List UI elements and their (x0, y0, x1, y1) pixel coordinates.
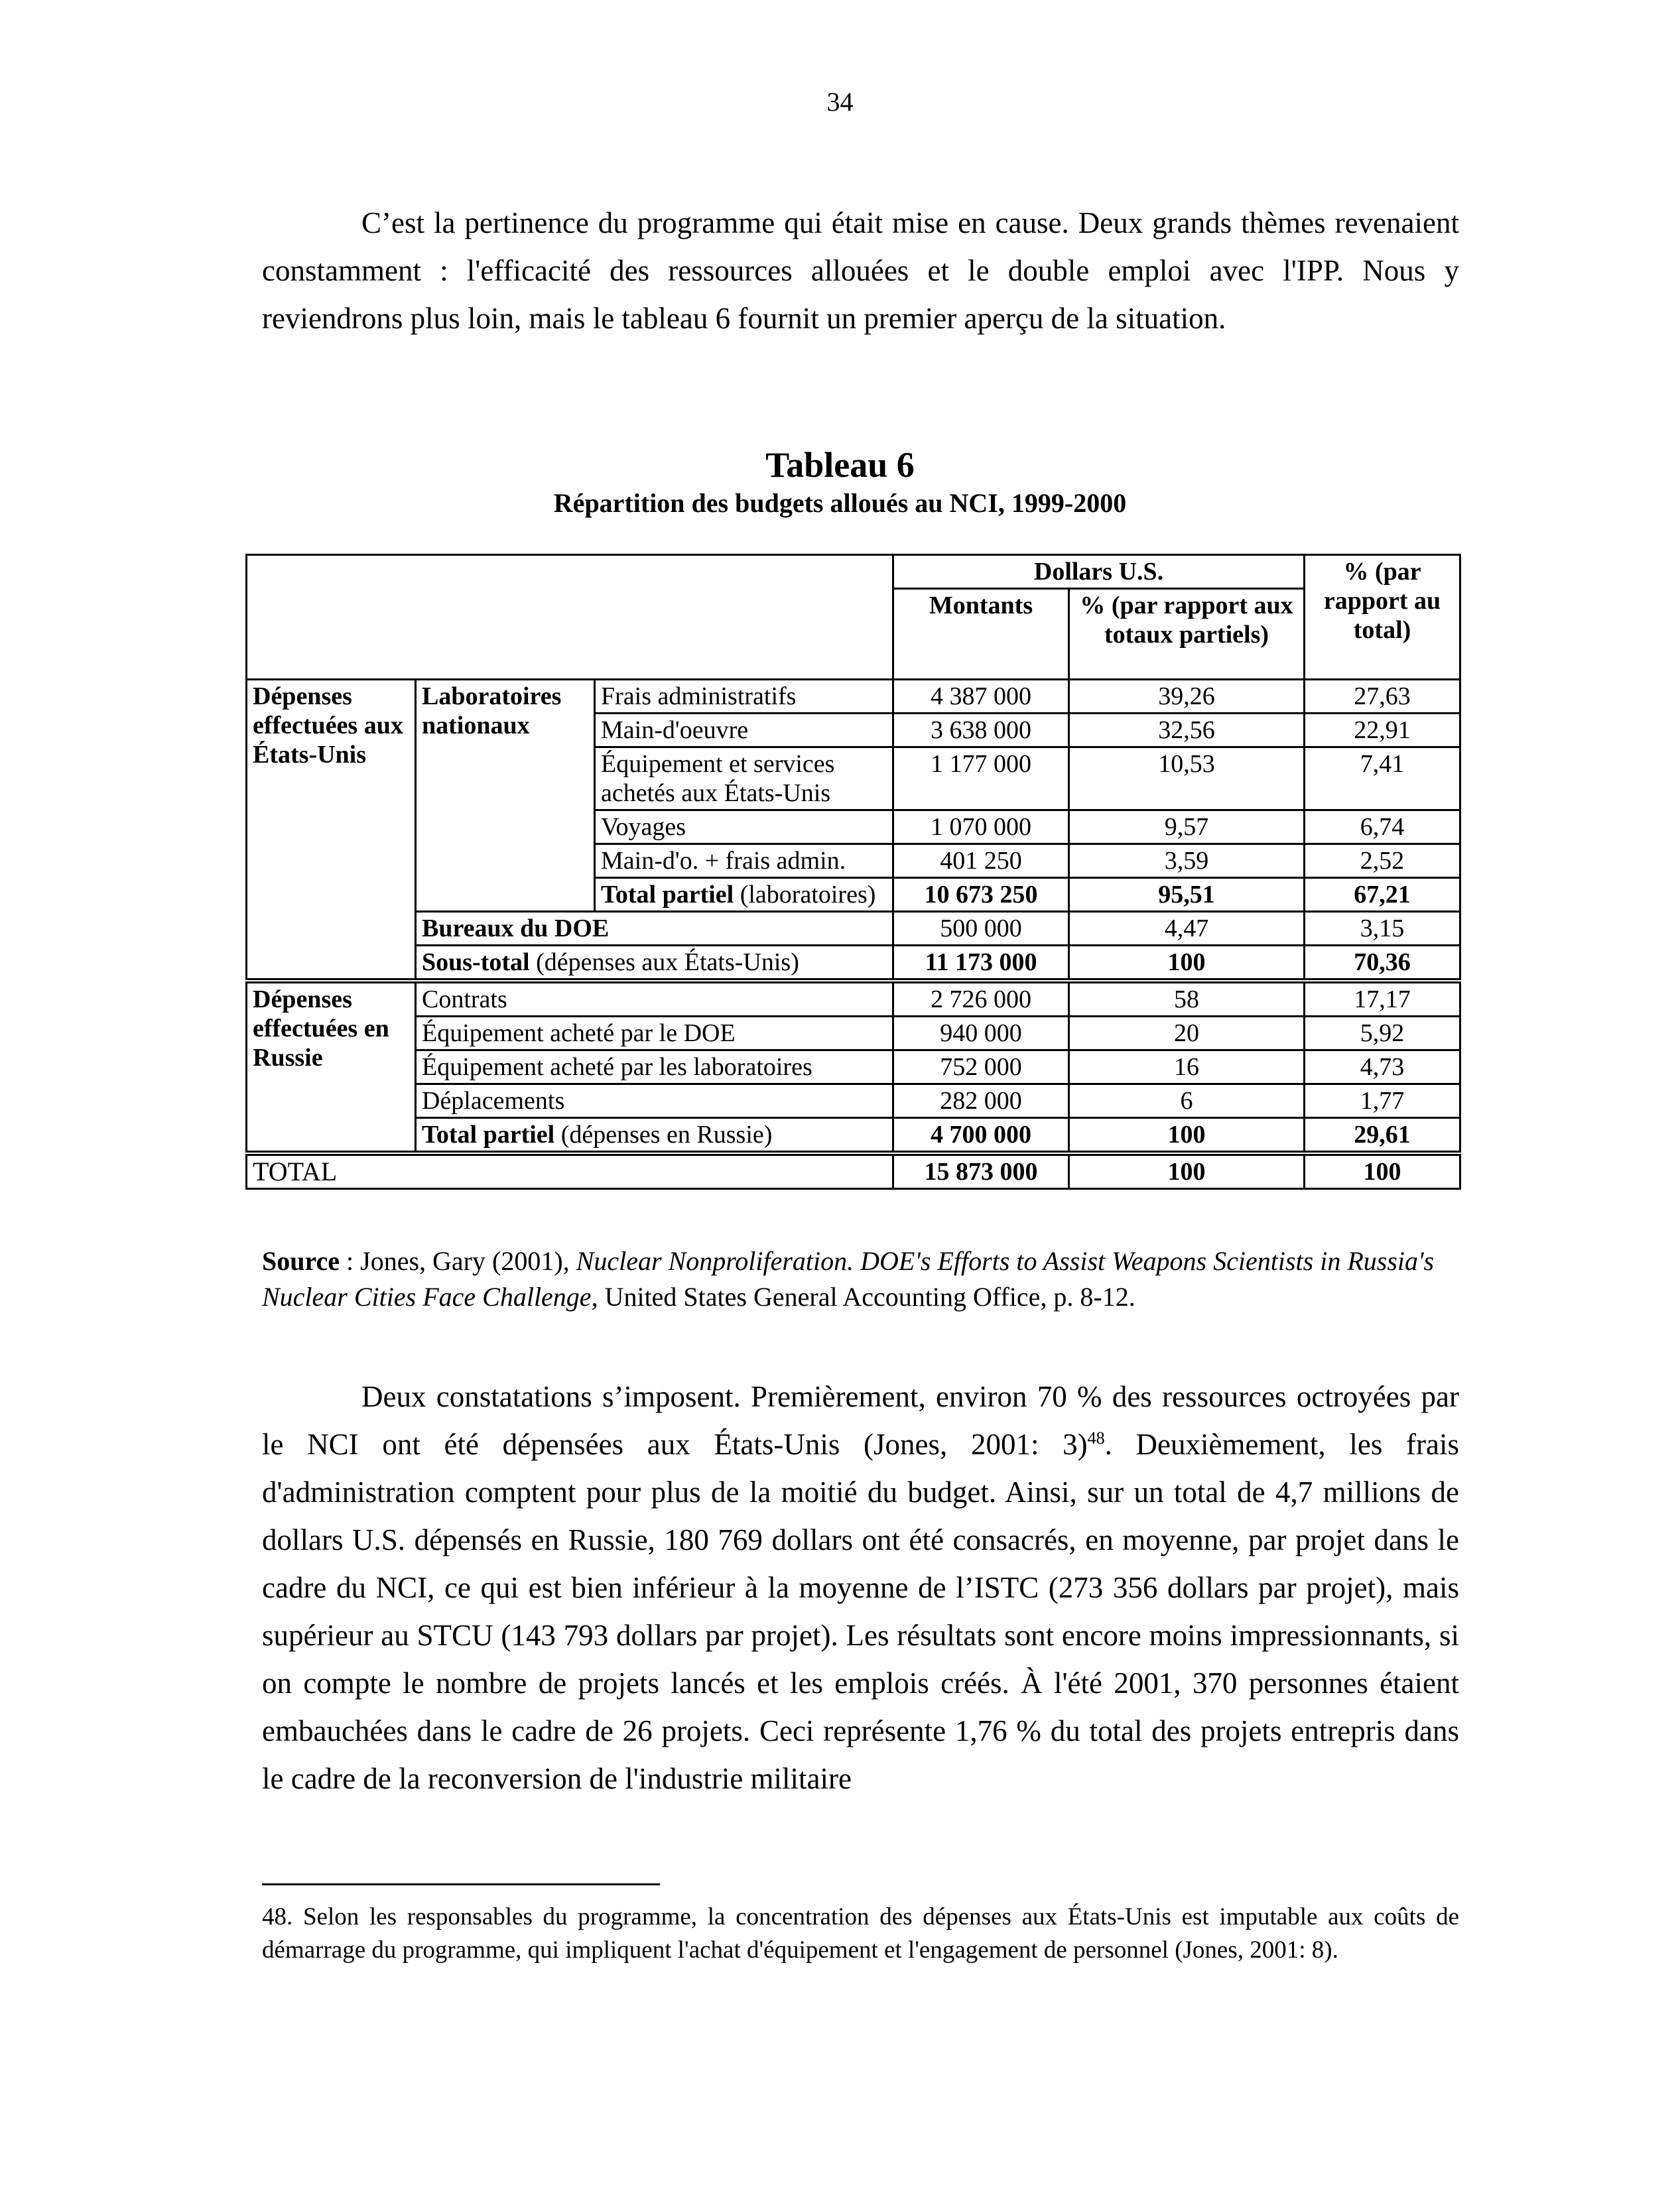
row-amount: 500 000 (893, 912, 1069, 946)
row-pct-partial: 32,56 (1069, 714, 1305, 747)
row-amount: 1 070 000 (893, 810, 1069, 844)
row-pct-total: 3,15 (1305, 912, 1460, 946)
row-amount: 752 000 (893, 1050, 1069, 1084)
row-label-rest: (laboratoires) (734, 881, 876, 909)
row-pct-total: 27,63 (1305, 680, 1460, 714)
source-label: Source (262, 1246, 340, 1276)
row-pct-partial: 20 (1069, 1017, 1305, 1050)
row-label: Déplacements (416, 1084, 893, 1118)
row-pct-total: 1,77 (1305, 1084, 1460, 1118)
group-label-labs: Laboratoires nationaux (416, 680, 595, 912)
row-label-bold: Total partiel (601, 881, 734, 909)
row-amount: 15 873 000 (893, 1153, 1069, 1189)
table-row-subtotal (247, 1118, 1460, 1154)
budget-table (245, 554, 1461, 1190)
header-montants: Montants (893, 589, 1069, 680)
row-label: Équipement et services achetés aux États-Unis (595, 747, 893, 810)
table-row (247, 912, 1460, 946)
row-pct-total: 22,91 (1305, 714, 1460, 747)
row-amount: 940 000 (893, 1017, 1069, 1050)
row-label (595, 878, 893, 912)
table-title: Tableau 6 (765, 445, 915, 485)
row-label: Main-d'o. + frais admin. (595, 844, 893, 878)
intro-paragraph (262, 199, 1459, 342)
footnote-ref[interactable]: 48 (1087, 1428, 1105, 1448)
source-title: Nuclear Nonproliferation. DOE's Efforts to Assist Weapons Scientists in Russia's Nuclear Cities Face Challenge, (262, 1246, 1435, 1312)
table-header-row (247, 555, 1460, 589)
table-row-total (247, 1153, 1460, 1189)
footnote: 48. Selon les responsables du programme, la concentration des dépenses aux États-Unis est imputable aux coûts de démarrage du programme, qui impliquent l'achat d'équipement et l'engagement de personnel (Jones, 2001: 8). (262, 1903, 1459, 1964)
row-amount: 2 726 000 (893, 981, 1069, 1017)
row-pct-total: 70,36 (1305, 946, 1460, 981)
row-label: Équipement acheté par le DOE (416, 1017, 893, 1050)
row-amount: 11 173 000 (893, 946, 1069, 981)
row-pct-total: 6,74 (1305, 810, 1460, 844)
row-amount: 282 000 (893, 1084, 1069, 1118)
row-label (416, 946, 893, 981)
header-pct-partial: % (par rapport aux totaux partiels) (1069, 589, 1305, 680)
row-pct-total: 5,92 (1305, 1017, 1460, 1050)
row-label: TOTAL (247, 1153, 893, 1189)
row-pct-partial: 16 (1069, 1050, 1305, 1084)
source-text-after: United States General Accounting Office, p. 8-12. (598, 1282, 1135, 1312)
row-pct-partial: 3,59 (1069, 844, 1305, 878)
row-amount: 3 638 000 (893, 714, 1069, 747)
group-label-russia: Dépenses effectuées en Russie (247, 981, 416, 1153)
row-pct-partial: 100 (1069, 1153, 1305, 1189)
table-row (247, 1017, 1460, 1050)
table-row (247, 680, 1460, 714)
row-pct-total: 100 (1305, 1153, 1460, 1189)
row-pct-total: 7,41 (1305, 747, 1460, 810)
row-amount: 4 387 000 (893, 680, 1069, 714)
row-label: Main-d'oeuvre (595, 714, 893, 747)
row-amount: 10 673 250 (893, 878, 1069, 912)
header-dollars: Dollars U.S. (893, 555, 1305, 589)
table-subtitle: Répartition des budgets alloués au NCI, 1999-2000 (553, 488, 1127, 518)
row-label: Bureaux du DOE (416, 912, 893, 946)
row-pct-partial: 6 (1069, 1084, 1305, 1118)
table-source (262, 1243, 1459, 1315)
row-pct-partial: 95,51 (1069, 878, 1305, 912)
row-pct-partial: 9,57 (1069, 810, 1305, 844)
row-pct-partial: 100 (1069, 1118, 1305, 1154)
intro-text: C’est la pertinence du programme qui était mise en cause. Deux grands thèmes revenaient constamment : l'efficacité des ressources allouées et le double emploi avec l'IPP. Nous y reviendrons plus loin, mais le tableau 6 fournit un premier aperçu de la situation. (262, 206, 1459, 335)
page-number: 34 (826, 87, 854, 117)
para2-text-a: Deux constatations s’imposent. Premièrement, environ 70 % des ressources octroyées par le NCI ont été dépensées aux États-Unis (Jones, 2001: 3) (262, 1380, 1459, 1461)
row-amount: 401 250 (893, 844, 1069, 878)
row-label: Voyages (595, 810, 893, 844)
header-empty-cell (247, 555, 893, 680)
row-pct-total: 29,61 (1305, 1118, 1460, 1154)
source-text-before: : Jones, Gary (2001), (340, 1246, 576, 1276)
row-pct-partial: 100 (1069, 946, 1305, 981)
row-label-rest: (dépenses aux États-Unis) (529, 948, 799, 976)
row-label: Équipement acheté par les laboratoires (416, 1050, 893, 1084)
header-pct-total: % (par rapport au total) (1305, 555, 1460, 680)
row-label: Frais administratifs (595, 680, 893, 714)
group-label-us: Dépenses effectuées aux États-Unis (247, 680, 416, 981)
table-row-subtotal (247, 946, 1460, 981)
row-label: Contrats (416, 981, 893, 1017)
row-label-bold: Sous-total (422, 948, 530, 976)
body-paragraph (262, 1373, 1459, 1802)
para2-text-b: . Deuxièmement, les frais d'administration comptent pour plus de la moitié du budget. Ainsi, sur un total de 4,7 millions de dollars U.S. dépensés en Russie, 180 769 dollars ont été consacrés, en moyenne, par projet dans le cadre du NCI, ce qui est bien inférieur à la moyenne de l’ISTC (273 356 dollars par projet), mais supérieur au STCU (143 793 dollars par projet). Les résultats sont encore moins impressionnants, si on compte le nombre de projets lancés et les emplois créés. À l'été 2001, 370 personnes étaient embauchées dans le cadre de 26 projets. Ceci représente 1,76 % du total des projets entrepris dans le cadre de la reconversion de l'industrie militaire (262, 1428, 1459, 1795)
table-row (247, 1050, 1460, 1084)
row-label-rest: (dépenses en Russie) (554, 1121, 773, 1149)
row-pct-total: 2,52 (1305, 844, 1460, 878)
row-label-bold: Total partiel (422, 1121, 555, 1149)
row-pct-partial: 10,53 (1069, 747, 1305, 810)
row-pct-partial: 4,47 (1069, 912, 1305, 946)
row-label (416, 1118, 893, 1154)
table-row (247, 981, 1460, 1017)
row-pct-partial: 58 (1069, 981, 1305, 1017)
row-amount: 1 177 000 (893, 747, 1069, 810)
table-row (247, 1084, 1460, 1118)
row-pct-total: 67,21 (1305, 878, 1460, 912)
row-amount: 4 700 000 (893, 1118, 1069, 1154)
row-pct-total: 17,17 (1305, 981, 1460, 1017)
row-pct-partial: 39,26 (1069, 680, 1305, 714)
footnote-divider (262, 1883, 660, 1885)
row-pct-total: 4,73 (1305, 1050, 1460, 1084)
